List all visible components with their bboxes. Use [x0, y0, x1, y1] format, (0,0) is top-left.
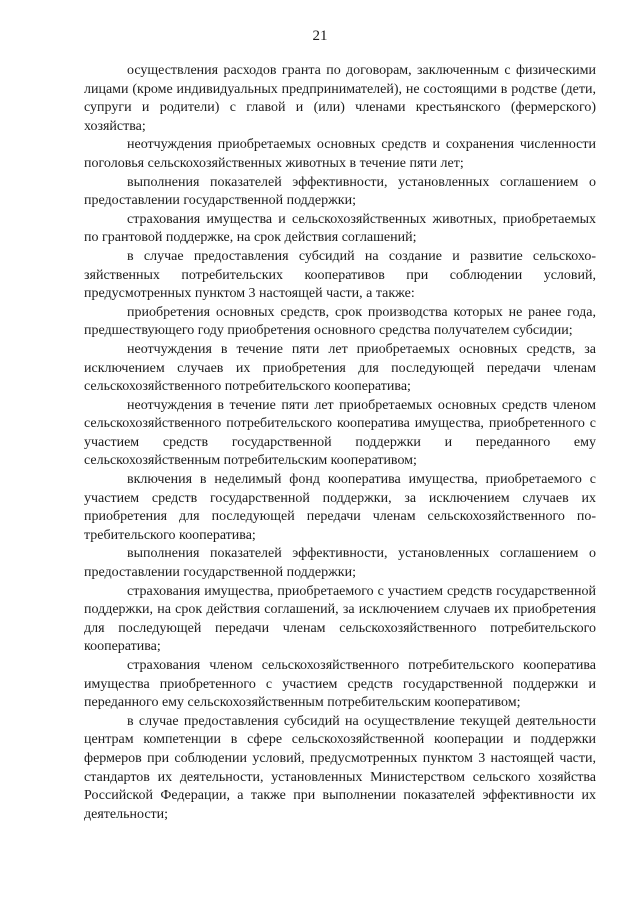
page-number: 21	[312, 28, 328, 44]
paragraph-4: страхования имущества и сельскохозяйственных животных, приобретаемых по грантовой поддержке, на срок действия соглашений;	[84, 211, 596, 246]
paragraph-10: выполнения показателей эффективности, установленных соглашением о предоставлении государственной поддержки;	[84, 546, 596, 581]
paragraph-7: неотчуждения в течение пяти лет приобретаемых основных средств, за исключением случаев их приобретения для последующей передачи членам сельскохозяйственного потребительского кооператива;	[84, 341, 596, 395]
paragraph-6: приобретения основных средств, срок производства которых не ранее года, предшествующего году приобретения основного средства получателем субсидии;	[84, 304, 596, 339]
paragraph-8: неотчуждения в течение пяти лет приобретаемых основных средств членом сельскохозяйственного потребительского кооператива имущества, приобретенного с участием средств государственной поддержки и переданного ему сельскохозяйственным потребительским кооперативом;	[84, 397, 596, 469]
paragraph-5: в случае предоставления субсидий на создание и развитие сельскохозяйственных потребительских кооперативов при соблюдении условий, предусмотренных пунктом 3 настоящей части, а также:	[84, 248, 596, 302]
paragraph-12: страхования членом сельскохозяйственного потребительского кооператива имущества приобретенного с участием средств государственной поддержки и переданного ему сельскохозяйственным потребительским кооперативом;	[84, 658, 596, 711]
paragraph-9: включения в неделимый фонд кооператива имущества, приобретаемого с участием средств государственной поддержки, за исключением случаев их приобретения для последующей передачи членам сельскохозяйственного потребительского кооператива;	[84, 472, 596, 543]
document-body	[84, 62, 596, 824]
paragraph-3: выполнения показателей эффективности, установленных соглашением о предоставлении государственной поддержки;	[84, 174, 596, 209]
paragraph-13: в случае предоставления субсидий на осуществление текущей деятельности центрам компетенции в сфере сельскохозяйственной кооперации и поддержки фермеров при соблюдении условий, предусмотренных пунктом 3 настоящей части, стандартов их деятельности, установленных Министерством сельского хозяйства Российской Федерации, а также при выполнении показателей эффективности их деятельности;	[84, 713, 596, 822]
paragraph-11: страхования имущества, приобретаемого с участием средств государственной поддержки, на срок действия соглашений, за исключением случаев их приобретения для последующей передачи членам сельскохозяйственного потребительского кооператива;	[84, 583, 596, 655]
paragraph-1: осуществления расходов гранта по договорам, заключенным с физическими лицами (кроме индивидуальных предпринимателей), не состоящими в родстве (дети, супруги и родители) с главой и (или) членами крестьянского (фермерского) хозяйства;	[84, 63, 596, 134]
paragraph-2: неотчуждения приобретаемых основных средств и сохранения численности поголовья сельскохозяйственных животных в течение пяти лет;	[84, 137, 596, 171]
